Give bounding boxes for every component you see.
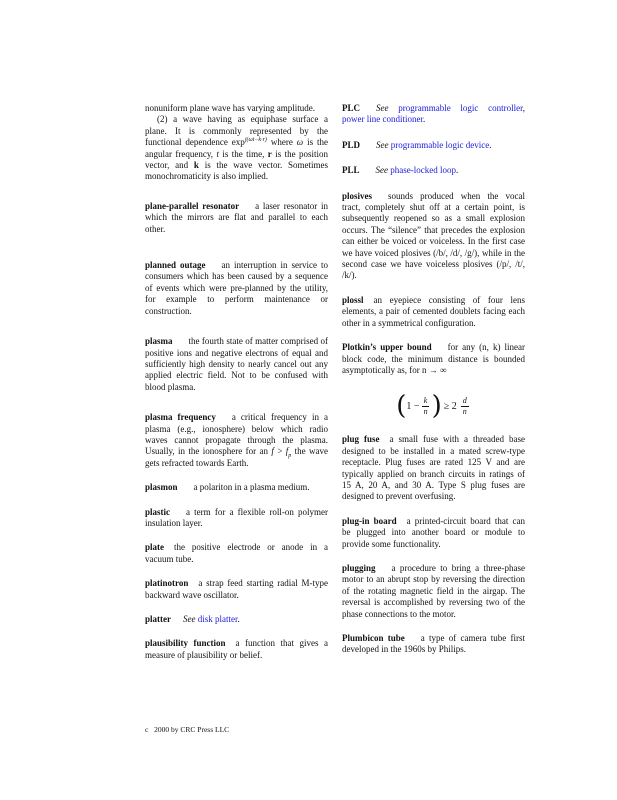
entry-plug-in-board (342, 516, 525, 550)
entry-plausibility-function (145, 638, 328, 661)
entry-term: plugging (342, 562, 376, 573)
entry-definition: a printed-circuit board that can be plugged into another board or module to provide some functionality. (342, 515, 525, 549)
entry-term: PLL (342, 165, 360, 176)
entry-plane-parallel-resonator (145, 201, 328, 235)
entry-definition: a term for a flexible roll-on polymer insulation layer. (145, 506, 328, 528)
plotkin-formula: ( 1 − $\frac{k}{n}$ ) ≥ 2 $\frac{d}{n}$ (396, 391, 467, 422)
entry-plosives (342, 191, 525, 282)
pld-see-link[interactable]: programmable logic device (390, 139, 490, 150)
entry-term: plasma frequency (145, 412, 216, 423)
entry-term: plug-in board (342, 515, 397, 526)
plc-see-link-2[interactable]: power line conditioner (342, 114, 423, 125)
entry-term: plate (145, 542, 164, 553)
entry-term: plasma (145, 336, 173, 347)
entry-pll: PLL See phase-locked loop. (342, 165, 459, 176)
entry-term: planned outage (145, 260, 206, 271)
entry-term: plosives (342, 190, 373, 201)
platter-see-link[interactable]: disk platter (197, 614, 238, 624)
entry-term: plausibility function (145, 638, 226, 649)
entry-definition: a strap feed starting radial M-type backward wave oscillator. (145, 578, 328, 600)
entry-plasmon (145, 482, 328, 493)
entry-definition: a small fuse with a threaded base designed to be installed in a mated screw-type receptacle. Plug fuses are rated 125 V and are typically applied on branch circuits in ratings of 15 A, 20 A, and 30 A. Type S plug fuses are designed to prevent overfusing. (342, 434, 525, 502)
entry-planned-outage (145, 260, 328, 317)
entry-plug-fuse (342, 434, 525, 502)
entry-term: plug fuse (342, 434, 380, 445)
entry-definition: a type of camera tube first developed in the 1960s by Philips. (342, 633, 525, 655)
entry-plossl (342, 295, 525, 329)
entry-plumbicon-tube (342, 633, 525, 656)
entry-term: plasmon (145, 482, 178, 493)
entry-term: plossl (342, 294, 364, 305)
entry-plastic (145, 507, 328, 530)
entry-definition: a function that gives a measure of plausibility or belief. (145, 638, 328, 660)
plc-see-link-1[interactable]: programmable logic controller (398, 103, 523, 113)
entry-definition: a laser resonator in which the mirrors are flat and parallel to each other. (145, 200, 328, 234)
entry-definition: an interruption in service to consumers which has been caused by a sequence of events which were pre-planned by the utility, for example to perform maintenance or construction. (145, 260, 328, 316)
entry-term: Plumbicon tube (342, 633, 405, 643)
entry-plasma-frequency: plasma frequency a critical frequency in a plasma (e.g., ionosphere) below which radio waves cannot propagate through the plasma. Usually, in the ionosphere for an $f > f_p$ the wave gets refracted towards Earth. (145, 412, 329, 468)
entry-plate (145, 542, 328, 565)
entry-definition: the fourth state of matter comprised of positive ions and negative electrons of equal and sufficiently high density to nearly cancel out any applied electric field. Not to be confused with blood plasma. (145, 336, 328, 392)
entry-definition: sounds produced when the vocal tract, completely shut off at a certain point, is subsequently reopened so as a small explosion occurs. The “silence” that precedes the explosion can either be voiced or voiceless. In the first case we have voiced plosives (/b/, /d/, /g/), while in the second case we have voiceless plosives (/p/, /t/, /k/). (342, 190, 525, 281)
entry-term: platter (145, 614, 171, 624)
entry-term: plane-parallel resonator (145, 200, 240, 211)
entry-term: plastic (145, 506, 171, 517)
entry-plotkins-upper-bound (342, 342, 525, 376)
entry-term: Plotkin’s upper bound (342, 342, 432, 353)
entry-plc: PLC See programmable logic controller, power line conditioner. (342, 103, 525, 125)
right-column (342, 103, 525, 656)
continued-text-2: (2) a wave having as equiphase surface a plane. It is commonly represented by the functional dependence $\exp^{j(\omega t-k\cdot r)}$ where ω is the angular frequency, t is the time, r is the position vector, and k is the wave vector. Sometimes monochromaticity is also implied. (145, 114, 329, 182)
continued-text-1: nonuniform plane wave has varying amplitude. (145, 103, 315, 113)
entry-definition: a polariton in a plasma medium. (193, 482, 310, 493)
entry-platinotron (145, 578, 328, 601)
entry-plugging (342, 563, 525, 620)
pll-see-link[interactable]: phase-locked loop (390, 165, 456, 176)
entry-plasma (145, 336, 328, 393)
entry-definition: the positive electrode or anode in a vacuum tube. (145, 542, 328, 564)
entry-definition: an eyepiece consisting of four lens elements, a pair of cemented doublets facing each other in a symmetrical configuration. (342, 294, 525, 328)
left-column (145, 103, 328, 661)
copyright-footer: c⃝2000 by CRC Press LLC (145, 725, 230, 734)
entry-term: PLD (342, 139, 360, 150)
entry-term: PLC (342, 103, 360, 113)
entry-definition: a procedure to bring a three-phase motor to an abrupt stop by reversing the direction of the rotating magnetic field in the airgap. The reversal is accomplished by reversing two of the phase connections to the motor. (342, 562, 525, 619)
entry-platter: platter See disk platter. (145, 614, 240, 624)
entry-term: platinotron (145, 578, 189, 589)
entry-pld: PLD See programmable logic device. (342, 139, 492, 150)
entry-definition: for any (n, k) linear block code, the minimum distance is bounded asymptotically as, for n → ∞ (342, 342, 525, 375)
